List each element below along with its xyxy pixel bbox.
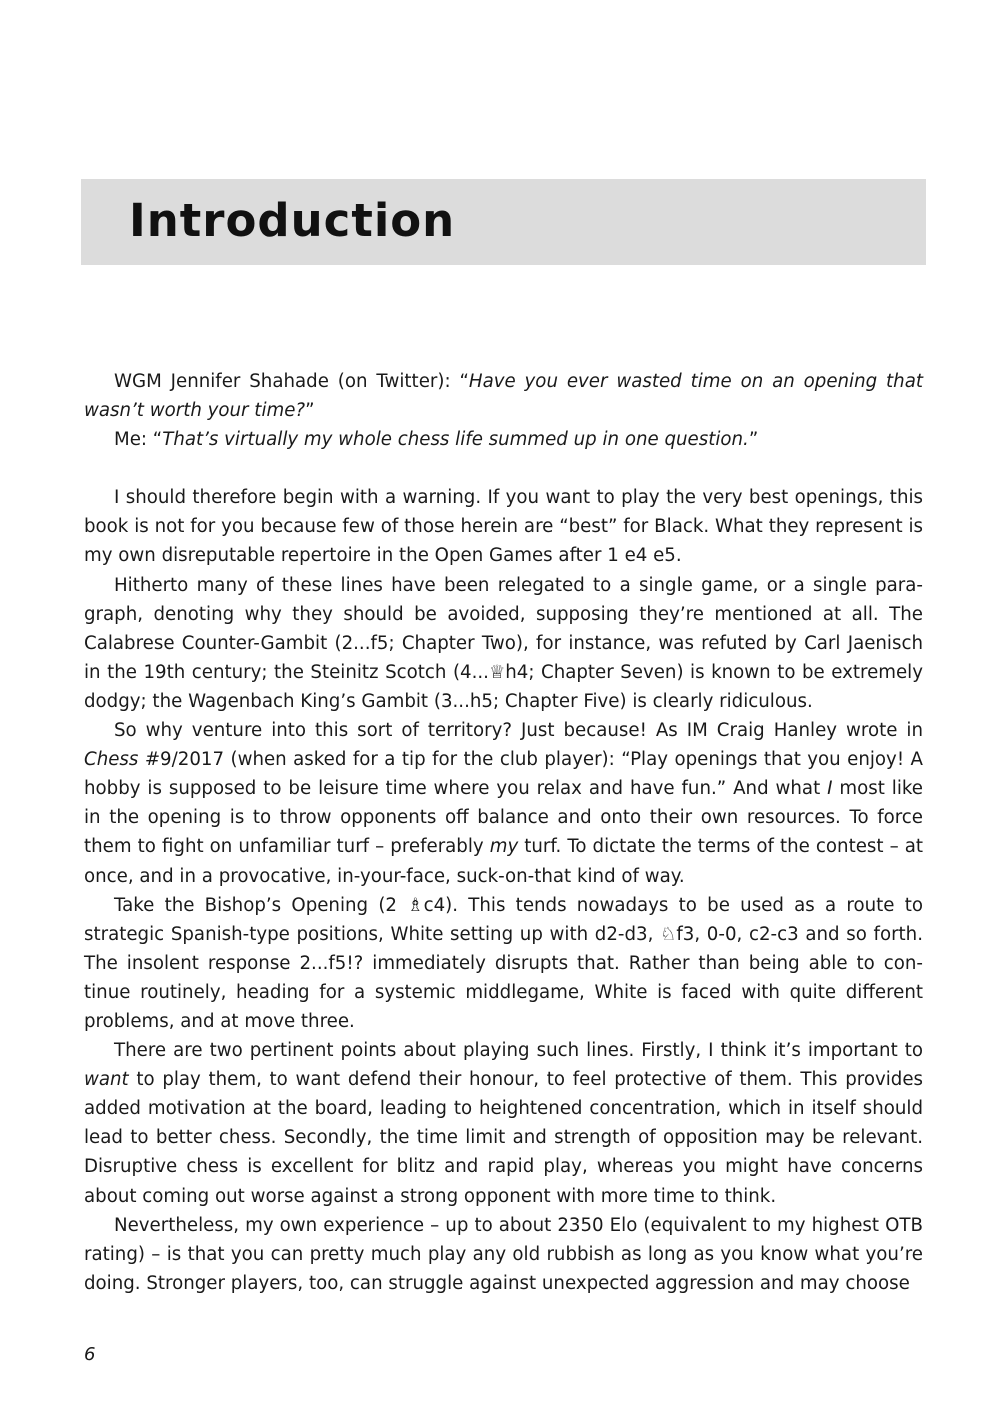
paragraph-text: So why venture into this sort of territory? Just because! As IM Craig Hanley wrote in <box>114 720 923 742</box>
paragraph-hitherto: Hitherto many of these lines have been relegated to a single game, or a single paragraph, denoting why they should be avoided, supposing they’re mentioned at all. The Calabrese Counter-Gambit (2...f5; Chapter Two), for instance, was refuted by Carl Jaenisch in the 19th century; the Steinitz Scotch (4...♕h4; Chapter Seven) is known to be extremely dodgy; the Wagenbach King’s Gambit (3...h5; Chapter Five) is clearly ridiculous. <box>84 574 923 712</box>
body-text <box>84 367 923 1298</box>
chapter-title-band <box>81 179 926 265</box>
quote-italic: That’s virtually my whole chess life summed up in one question. <box>162 429 749 451</box>
paragraph-text: There are two pertinent points about playing such lines. Firstly, I think it’s important to <box>114 1040 923 1062</box>
quote-text: ” <box>305 400 315 422</box>
quote-italic: Have you ever wasted time on an opening that wasn’t worth your time? <box>84 371 923 422</box>
paragraph-text: turf. To dictate the terms of the contest – at once, and in a provocative, in-your-face, suck-on-that kind of way. <box>84 836 923 887</box>
paragraph-quote-reply <box>84 425 923 454</box>
quote-text: WGM Jennifer Shahade (on Twitter): “ <box>114 371 469 392</box>
paragraph-pertinent-points <box>84 1036 923 1211</box>
quote-text: Me: “ <box>114 429 163 451</box>
paragraph-text: most like in the opening is to throw opponents off balance and onto their own resources. To force them to fight on unfamiliar turf – preferably <box>84 778 923 858</box>
paragraph-quote-shahade <box>84 367 923 425</box>
paragraph-bishops-opening: Take the Bishop’s Opening (2 ♗c4). This tends nowadays to be used as a route to strategic Spanish-type positions, White setting up with d2-d3, ♘f3, 0-0, c2-c3 and so forth. The insolent response 2...f5!? immediately disrupts that. Rather than being able to continue routinely, heading for a systemic middlegame, White is faced with quite different problems, and at move three. <box>84 894 923 1032</box>
paragraph-text: #9/2017 (when asked for a tip for the club player): “Play openings that you enjoy! A hobby is supposed to be leisure time where you relax and have fun.” And what <box>84 749 923 800</box>
page-number: 6 <box>84 1344 96 1365</box>
paragraph-why-venture <box>84 716 923 891</box>
italic-text: I <box>827 778 833 800</box>
paragraph-nevertheless: Nevertheless, my own experience – up to about 2350 Elo (equivalent to my highest OTB rating) – is that you can pretty much play any old rubbish as long as you know what you’re doing. Stronger players, too, can struggle against unexpected aggression and may choose <box>84 1214 923 1294</box>
paragraph-warning: I should therefore begin with a warning. If you want to play the very best openings, this book is not for you because few of those herein are “best” for Black. What they represent is my own disreputable repertoire in the Open Games after 1 e4 e5. <box>84 487 923 567</box>
chapter-title: Introduction <box>129 194 456 247</box>
italic-text: my <box>489 836 519 858</box>
italic-text: Chess <box>84 749 139 771</box>
paragraph-text: to play them, to want defend their honour, to feel protective of them. This provides added motivation at the board, leading to heightened concentration, which in itself should lead to better chess. Secondly, the time limit and strength of opposition may be relevant. Disruptive chess is excellent for blitz and rapid play, whereas you might have concerns about coming out worse against a strong opponent with more time to think. <box>84 1069 923 1207</box>
quote-text: ” <box>748 429 759 451</box>
italic-text: want <box>84 1069 129 1091</box>
